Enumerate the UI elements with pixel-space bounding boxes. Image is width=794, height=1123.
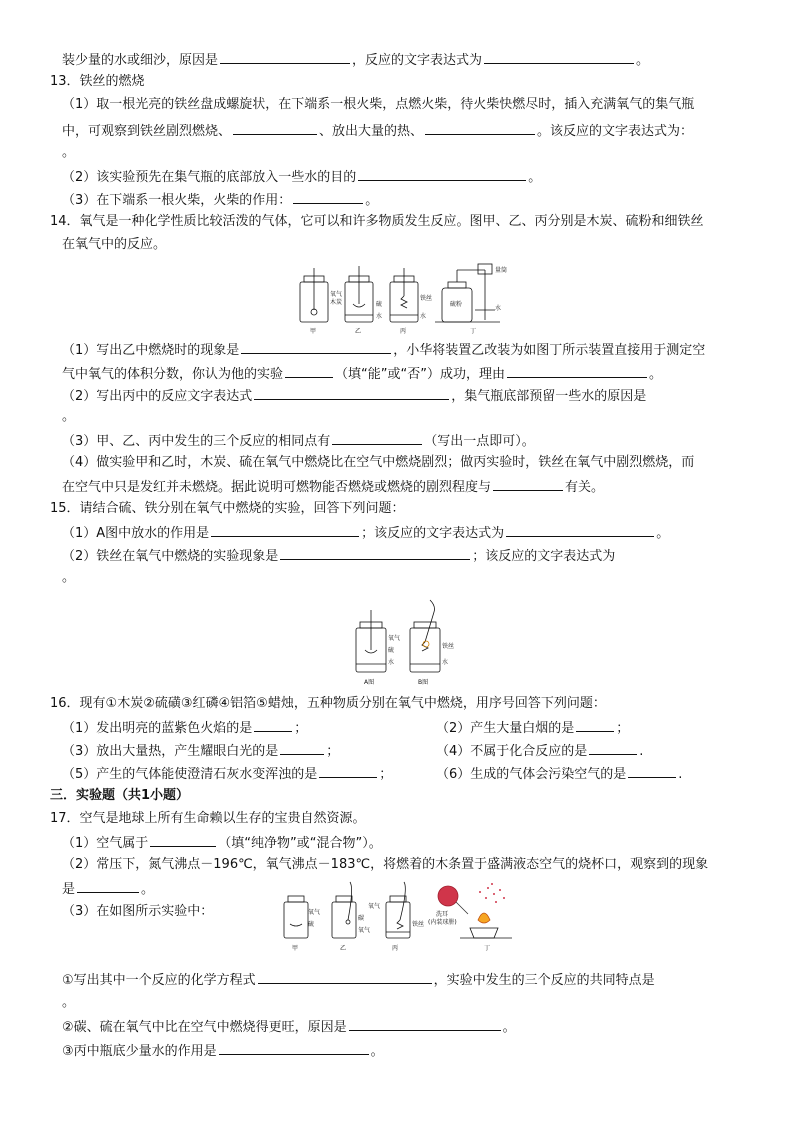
text: . [678,767,683,782]
text: （1）写出乙中燃烧时的现象是 [62,343,240,358]
jar-17-bing [386,882,410,938]
answer-blank[interactable] [293,190,363,204]
label-ding: 丁 [470,328,477,335]
label-17-yi: 乙 [340,945,347,952]
jar-jia [300,268,328,322]
question-14-line2: 在氧气中的反应。 [62,237,167,252]
text: （3）放出大量热，产生耀眼白光的是 [62,744,279,759]
q14-part2-end: 。 [62,409,76,424]
label-17-jia: 甲 [292,945,299,952]
text: 。该反应的文字表达式为： [537,124,694,139]
text: 装少量的水或细沙，原因是 [62,53,219,68]
text: （填“纯净物”或“混合物”）。 [218,836,382,851]
q16-item2 [436,718,629,738]
label-b-water: 水 [442,659,449,666]
label-17-carbon: 碳 [358,915,365,922]
q15-part1 [62,523,669,543]
answer-blank[interactable] [211,523,359,537]
text: ①写出其中一个反应的化学方程式 [62,973,256,988]
label-cylinder: 量筒 [495,267,508,274]
answer-blank[interactable] [358,167,526,181]
answer-blank[interactable] [280,546,470,560]
text: 中，可观察到铁丝剧烈燃烧、 [62,124,232,139]
text: （1）空气属于 [62,836,149,851]
text: （2）该实验预先在集气瓶的底部放入一些水的目的 [62,170,357,185]
answer-blank[interactable] [241,340,391,354]
jar-b [410,600,440,672]
text: 。 [141,882,155,897]
text: ，集气瓶底部预留一些水的原因是 [451,389,647,404]
answer-blank[interactable] [150,833,216,847]
text: （4）不属于化合反应的是 [436,744,588,759]
q17-sub1-end: 。 [62,995,76,1010]
text: 。 [648,367,662,382]
text: ，反应的文字表达式为 [352,53,483,68]
q14-part3 [62,431,535,451]
text: （3）甲、乙、丙中发生的三个反应的相同点有 [62,434,331,449]
jar-17-yi [332,882,356,938]
q17-sub2 [62,1017,516,1037]
jar-17-jia [284,896,308,938]
q16-item6 [436,764,682,784]
label-17-bing: 丙 [392,945,399,952]
label-yi: 乙 [355,328,362,335]
figure-14-apparatus [290,260,530,340]
text: 。 [370,1044,384,1059]
figure-17-apparatus [280,880,520,952]
q16-item1 [62,718,307,738]
answer-blank[interactable] [220,50,350,64]
question-15-title: 15．请结合硫、铁分别在氧气中燃烧的实验，回答下列问题： [50,501,405,516]
label-a-sulfur: 硫 [388,647,395,654]
text: 。 [502,1020,516,1035]
text: （2）产生大量白烟的是 [436,721,575,736]
label-17-bulb: 洗耳 [436,911,449,918]
answer-blank[interactable] [254,386,449,400]
label-b-iron: 铁丝 [442,643,455,650]
label-sulfur: 硫 [376,301,383,308]
q14-part1-line2 [62,364,662,384]
label-a-oxygen: 氧气 [388,635,401,642]
text: 有关。 [565,480,605,495]
answer-blank[interactable] [493,477,563,491]
q14-part4-line1: （4）做实验甲和乙时，木炭、硫在氧气中燃烧比在空气中燃烧剧烈；做丙实验时，铁丝在氧气中剧烈燃烧，而 [62,455,695,470]
q14-part2 [62,386,646,406]
answer-blank[interactable] [589,741,637,755]
answer-blank[interactable] [484,50,634,64]
text: （3）在下端系一根火柴，火柴的作用： [62,193,292,208]
answer-blank[interactable] [506,523,654,537]
answer-blank[interactable] [319,764,377,778]
label-17-iron: 铁丝 [412,921,425,928]
answer-blank[interactable] [280,741,324,755]
answer-blank[interactable] [349,1017,501,1031]
text: ；该反应的文字表达式为 [472,549,616,564]
q14-part1-line1 [62,340,705,360]
label-jia: 甲 [310,328,317,335]
text: （写出一点即可）。 [424,434,535,449]
question-14-line1: 14．氧气是一种化学性质比较活泼的气体，它可以和许多物质发生反应。图甲、乙、丙分别是木炭、硫粉和细铁丝 [50,214,704,229]
text: ； [379,767,393,782]
text: 是 [62,882,76,897]
text: （填“能”或“否”）成功，理由 [335,367,505,382]
text: 。 [365,193,379,208]
text: 。 [656,526,670,541]
text: 气中氧气的体积分数，你认为他的实验 [62,367,284,382]
text: ②碳、硫在氧气中比在空气中燃烧得更旺，原因是 [62,1020,347,1035]
label-17-oxygen3: 氧气 [368,903,381,910]
text: ，实验中发生的三个反应的共同特点是 [433,973,655,988]
figure-15-apparatus [350,598,480,690]
q17-sub1 [62,970,655,990]
q13-part1-line1: （1）取一根光亮的铁丝盘成螺旋状，在下端系一根火柴，点燃火柴，待火柴快燃尽时，插入充满氧气的集气瓶 [62,97,695,112]
label-water-ding: 水 [495,305,502,312]
answer-blank[interactable] [285,364,333,378]
answer-blank[interactable] [219,1041,369,1055]
q12-continuation [62,50,649,70]
q13-part1-line2 [62,121,693,141]
label-bing: 丙 [400,328,407,335]
text: 在空气中只是发红并未燃烧。据此说明可燃物能否燃烧或燃烧的剧烈程度与 [62,480,492,495]
answer-blank[interactable] [628,764,676,778]
label-a-water: 水 [388,659,395,666]
label-a: A图 [364,679,375,686]
question-17-title: 17．空气是地球上所有生命赖以生存的宝贵自然资源。 [50,811,366,826]
answer-blank[interactable] [332,431,422,445]
q17-part1 [62,833,382,853]
label-17-sulfur: 硫 [308,921,315,928]
answer-blank[interactable] [507,364,647,378]
q16-item3 [62,741,339,761]
text: （5）产生的气体能使澄清石灰水变浑浊的是 [62,767,318,782]
question-13-title: 13．铁丝的燃烧 [50,74,145,89]
label-17-ding: 丁 [484,945,491,952]
answer-blank[interactable] [425,121,535,135]
q17-part2-line2 [62,879,154,899]
answer-blank[interactable] [233,121,317,135]
q16-item4 [436,741,643,761]
text: （1）发出明亮的蓝紫色火焰的是 [62,721,253,736]
text: （1）A图中放水的作用是 [62,526,210,541]
text: ；该反应的文字表达式为 [361,526,505,541]
text: ，小华将装置乙改装为如图丁所示装置直接用于测定空 [393,343,706,358]
answer-blank[interactable] [258,970,432,984]
text: （6）生成的气体会污染空气的是 [436,767,627,782]
label-b: B图 [418,679,429,686]
label-water-yi: 水 [376,313,383,320]
text: ； [294,721,308,736]
question-16-title: 16．现有①木炭②硫磺③红磷④铝箔⑤蜡烛，五种物质分别在氧气中燃烧，用序号回答下列问题： [50,696,606,711]
jar-yi [345,266,373,322]
answer-blank[interactable] [77,879,139,893]
text: ； [326,744,340,759]
label-water-bing: 水 [420,313,427,320]
label-17-bulb-content: (内装球肼) [428,919,457,926]
text: （2）铁丝在氧气中燃烧的实验现象是 [62,549,279,564]
label-17-oxygen2: 氧气 [358,927,371,934]
text: . [639,744,644,759]
text: ③丙中瓶底少量水的作用是 [62,1044,217,1059]
q15-part2 [62,546,615,566]
q16-item5 [62,764,392,784]
jar-bing [390,268,418,322]
text: 。 [528,170,542,185]
label-sulfur-powder: 硫粉 [450,301,463,308]
q17-part3: （3）在如图所示实验中： [62,904,214,919]
label-17-oxygen: 氧气 [308,909,321,916]
label-oxygen: 氧气 [330,291,343,298]
text: 。 [636,53,650,68]
text: 、放出大量的热、 [319,124,424,139]
q13-part3 [62,190,378,210]
q17-part2-line1: （2）常压下，氮气沸点－196℃，氧气沸点－183℃，将燃着的木条置于盛满液态空气的烧杯口，观察到的现象 [62,857,709,872]
text: （2）写出丙中的反应文字表达式 [62,389,253,404]
answer-blank[interactable] [576,718,614,732]
apparatus-17-ding [438,883,512,938]
section-3-heading: 三．实验题（共1小题） [50,788,190,803]
label-charcoal: 木炭 [330,299,343,306]
apparatus-ding [435,264,500,322]
q15-part2-end: 。 [62,570,76,585]
q14-part4-line2 [62,477,604,497]
label-iron-wire: 铁丝 [420,295,433,302]
q13-part2 [62,167,541,187]
jar-a [356,610,386,672]
text: ； [616,721,630,736]
answer-blank[interactable] [254,718,292,732]
q13-part1-end: 。 [62,145,76,160]
q17-sub3 [62,1041,384,1061]
